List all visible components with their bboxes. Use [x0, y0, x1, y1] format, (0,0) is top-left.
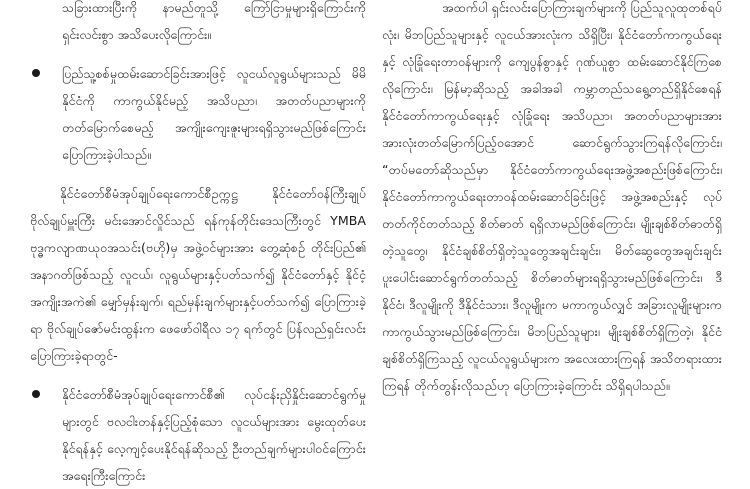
- bullet-text-2: နိုင်ငံတော်စီမံအုပ်ချုပ်ရေးကောင်စီ၏ လုပ်ငန်းညှိနှိုင်းဆောင်ရွက်မှုများတွင် ဗလငါးတန်နှင့်ပြည့်စုံသော လူငယ်များအား မွေးထုတ်ပေးနိုင်ရန်နှင့် လေ့ကျင့်ပေးနိုင်ရန်ဆိုသည့် ဦးတည်ချက်များပါဝင်ကြောင်း အရေးကြီးကြောင်း: [62, 387, 366, 483]
- bullet-item-2: [30, 381, 366, 489]
- continuation-text: သခြားထားပြီးကို နာမည်တူသို့ ကြော်ငြာမှုများရှိကြောင်းကို ရှင်းလင်းစွာ အသိပေးလိုကြောင်း။: [62, 0, 366, 42]
- left-column: [30, 0, 366, 483]
- bullet-text-1: ပြည်သူ့စစ်မှုထမ်းဆောင်ခြင်းအားဖြင့် လူငယ်လူရွယ်များသည် မိမိနိုင်ငံကို ကာကွယ်နိုင်မည့် အသိပညာ၊ အတတ်ပညာများကို တတ်မြောက်စေမည့် အကျိုးကျေးဇူးများရရှိသွားမည်ဖြစ်ကြောင်း ပြောကြားခဲ့ပါသည်။: [62, 66, 366, 162]
- right-column: [382, 0, 722, 460]
- bullet-item-1: [30, 60, 366, 168]
- right-column-text: အထက်ပါ ရှင်းလင်းပြောကြားချက်များကို ပြည်သူလူထုတစ်ရပ်လုံး၊ မိဘပြည်သူများနှင့် လူငယ်အားလုံးက သိရှိပြီး၊ နိုင်ငံတော်ကာကွယ်ရေးနှင့် လုံခြုံရေးတာဝန်များကို ကျေပွန်စွာနှင့် ဂုဏ်ယူစွာ ထမ်းဆောင်နိုင်ကြစေလိုကြောင်း၊ မြန်မာ့ဆိုသည့် အခါအခါ ကမ္ဘာတည်သရွေ့တည်ရှိနိုင်စေရန် နိုင်ငံတော်ကာကွယ်ရေးနှင့် လုံခြုံရေး အသိပညာ၊ အတတ်ပညာများအား အားလုံးတတ်မြောက်ပြည့်ဝအောင် ဆောင်ရွက်သွားကြရန်လိုကြောင်း၊ “တပ်မတော်ဆိုသည်မှာ နိုင်ငံတော်ကာကွယ်ရေးအဖွဲ့အစည်းဖြစ်ကြောင်း၊ နိုင်ငံတော်ကာကွယ်ရေးတာဝန်ထမ်းဆောင်ခြင်းဖြင့် အဖွဲ့အစည်းနှင့် လုပ်တတ်ကိုင်တတ်သည့် စိတ်ဓာတ် ရရှိလာမည်ဖြစ်ကြောင်း၊ မျိုးချစ်စိတ်ဓာတ်ရှိတဲ့သူတွေ၊ နိုင်ငံချစ်စိတ်ရှိတဲ့သူတွေအချင်းချင်း၊ မိတ်ဆွေတွေအချင်းချင်း ပူးပေါင်းဆောင်ရွက်တတ်သည့် စိတ်ဓာတ်များရရှိသွားမည်ဖြစ်ကြောင်း၊ ဒီနိုင်ငံ၊ ဒီလူမျိုးကို ဒီနိုင်ငံသား၊ ဒီလူမျိုးက မကာကွယ်လျှင် အခြားလူမျိုးများက ကာကွယ်သွားမည်ဖြစ်ကြောင်း၊ မိဘပြည်သူများ၊ မျိုးချစ်စိတ်ရှိကြတဲ့၊ နိုင်ငံချစ်စိတ်ရှိကြသည့် လူငယ်လူရွယ်များက အလေးထားကြရန် အသိတရားထားကြရန် တိုက်တွန်းလိုသည်ဟု ပြောကြားခဲ့ကြောင်း သိရှိရပါသည်။: [382, 0, 723, 393]
- body-paragraph: နိုင်ငံတော်စီမံအုပ်ချုပ်ရေးကောင်စီဥက္ကဋ္ဌ နိုင်ငံတော်ဝန်ကြီးချုပ် ဗိုလ်ချုပ်မှူးကြီး မင်းအောင်လှိုင်သည် ရန်ကုန်တိုင်းဒေသကြီးတွင် YMBA ဗုဒ္ဓကလျာဏယုဝအသင်း(ဗဟို)မှ အဖွဲ့ဝင်များအား တွေ့ဆုံစဉ် တိုင်းပြည်၏ အနာဂတ်ဖြစ်သည့် လူငယ်၊ လူရွယ်များနှင့်ပတ်သက်၍ နိုင်ငံတော်နှင့် နိုင်ငံ့အကျိုးအကဲ၏ မျှော်မှန်းချက်၊ ရည်မှန်းချက်များနှင့်ပတ်သက်၍ ပြောကြားခဲ့ရာ ဗိုလ်ချုပ်ဇော်မင်းထွန်းက ဖေဖော်ဝါရီလ ၁၇ ရက်တွင် ပြန်လည်ရှင်းလင်းပြောကြားခဲ့ရာတွင်-: [30, 186, 366, 363]
- bullet-icon: [32, 69, 40, 77]
- bullet-icon: [32, 390, 40, 398]
